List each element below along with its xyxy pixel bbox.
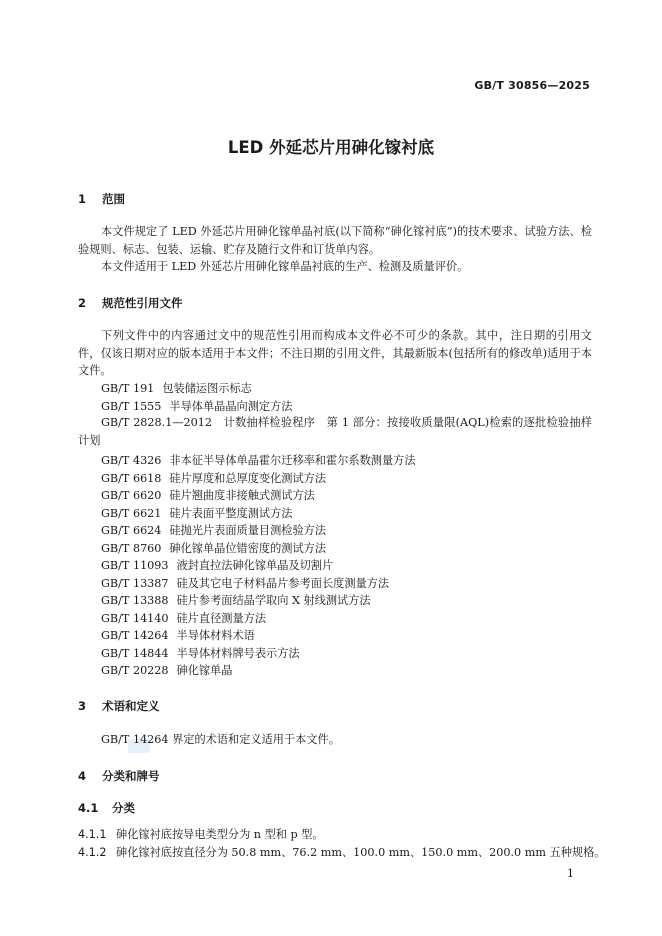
reference-title: 硅片直径测量方法: [176, 612, 267, 625]
clause-text: 砷化镓衬底按直径分为 50.8 mm、76.2 mm、100.0 mm、150.0 mm、200.0 mm 五种规格。: [116, 846, 606, 859]
section-title: 规范性引用文件: [102, 296, 183, 310]
reference-title: 砷化镓单晶位错密度的测试方法: [169, 542, 327, 555]
reference-title: 半导体材料牌号表示方法: [176, 647, 300, 660]
reference-item: [101, 398, 293, 414]
reference-title: 硅片厚度和总厚度变化测试方法: [169, 472, 327, 485]
reference-code: GB/T 1555: [101, 400, 162, 413]
reference-item: [78, 414, 592, 449]
document-title: LED 外延芯片用砷化镓衬底: [227, 138, 435, 157]
scope-paragraph-1: 本文件规定了 LED 外延芯片用砷化镓单晶衬底(以下简称“砷化镓衬底”)的技术要求、试验方法、检验规则、标志、包装、运输、贮存及随行文件和订货单内容。: [78, 225, 592, 256]
reference-code: GB/T 191: [101, 382, 155, 395]
reference-title: 非本征半导体单晶霍尔迁移率和霍尔系数测量方法: [169, 454, 416, 467]
section-number: 4: [78, 769, 87, 783]
section-3-heading: [78, 698, 160, 714]
reference-code: GB/T 13388: [101, 594, 169, 607]
reference-code: GB/T 6624: [101, 524, 162, 537]
section-title: 术语和定义: [102, 699, 160, 713]
reference-title: 硅及其它电子材料晶片参考面长度测量方法: [176, 577, 390, 590]
reference-item: [101, 627, 255, 643]
reference-title: 包装储运图示标志: [162, 382, 252, 395]
section-1-heading: [78, 191, 125, 207]
reference-title: 半导体单晶晶向测定方法: [169, 400, 293, 413]
reference-code: GB/T 6620: [101, 489, 162, 502]
reference-code: GB/T 14264: [101, 629, 169, 642]
scope-paragraph-2: 本文件适用于 LED 外延芯片用砷化镓单晶衬底的生产、检测及质量评价。: [101, 260, 469, 273]
section-title: 分类和牌号: [102, 769, 160, 783]
reference-item: [101, 505, 293, 521]
reference-code: GB/T 13387: [101, 577, 169, 590]
section-number: 2: [78, 296, 87, 310]
reference-title: 砷化镓单晶: [176, 664, 233, 677]
section-number: 3: [78, 699, 87, 713]
clause-text: 砷化镓衬底按导电类型分为 n 型和 p 型。: [116, 828, 324, 841]
clause-number: 4.1.2: [78, 846, 107, 859]
standard-number: GB/T 30856—2025: [474, 79, 590, 92]
section-4-heading: [78, 768, 160, 784]
reference-code: GB/T 11093: [101, 559, 169, 572]
clause-4-1-2: [78, 844, 605, 860]
section-number: 1: [78, 192, 87, 206]
reference-item: [101, 557, 333, 573]
section-title: 范围: [102, 192, 126, 206]
reference-code: GB/T 20228: [101, 664, 169, 677]
reference-title: 液封直拉法砷化镓单晶及切割片: [176, 559, 334, 572]
reference-code: GB/T 14844: [101, 647, 169, 660]
reference-item: [101, 470, 326, 486]
reference-item: [101, 540, 326, 556]
reference-code: GB/T 6618: [101, 472, 162, 485]
reference-title: 半导体材料术语: [176, 629, 255, 642]
page-number: 1: [567, 867, 574, 880]
reference-item: [101, 452, 416, 468]
reference-title: 硅片表面平整度测试方法: [169, 507, 293, 520]
section-title: 分类: [112, 801, 136, 815]
section-4-1-heading: [78, 800, 135, 816]
reference-code: GB/T 2828.1—2012: [101, 416, 212, 429]
reference-item: [101, 380, 252, 396]
reference-code: GB/T 14140: [101, 612, 169, 625]
clause-number: 4.1.1: [78, 828, 107, 841]
reference-title: 硅片参考面结晶学取向 X 射线测试方法: [176, 594, 371, 607]
reference-title: 硅片翘曲度非接触式测试方法: [169, 489, 315, 502]
reference-item: [101, 487, 315, 503]
terms-paragraph: GB/T 14264 界定的术语和定义适用于本文件。: [101, 733, 340, 746]
reference-item: [101, 662, 233, 678]
reference-title: 计数抽样检验程序 第 1 部分：按接收质量限(AQL)检索的逐批检验抽样计划: [78, 416, 592, 447]
reference-item: [101, 522, 326, 538]
reference-item: [101, 575, 389, 591]
reference-item: [101, 610, 266, 626]
reference-item: [101, 592, 371, 608]
reference-code: GB/T 6621: [101, 507, 162, 520]
reference-code: GB/T 4326: [101, 454, 162, 467]
reference-title: 硅抛光片表面质量目测检验方法: [169, 524, 327, 537]
reference-item: [101, 645, 300, 661]
section-number: 4.1: [78, 801, 99, 815]
reference-code: GB/T 8760: [101, 542, 162, 555]
references-intro: 下列文件中的内容通过文中的规范性引用而构成本文件必不可少的条款。其中，注日期的引用文件，仅该日期对应的版本适用于本文件；不注日期的引用文件，其最新版本(包括所有的修改单)适用于本文件。: [78, 329, 592, 377]
clause-4-1-1: [78, 826, 324, 842]
section-2-heading: [78, 295, 183, 311]
